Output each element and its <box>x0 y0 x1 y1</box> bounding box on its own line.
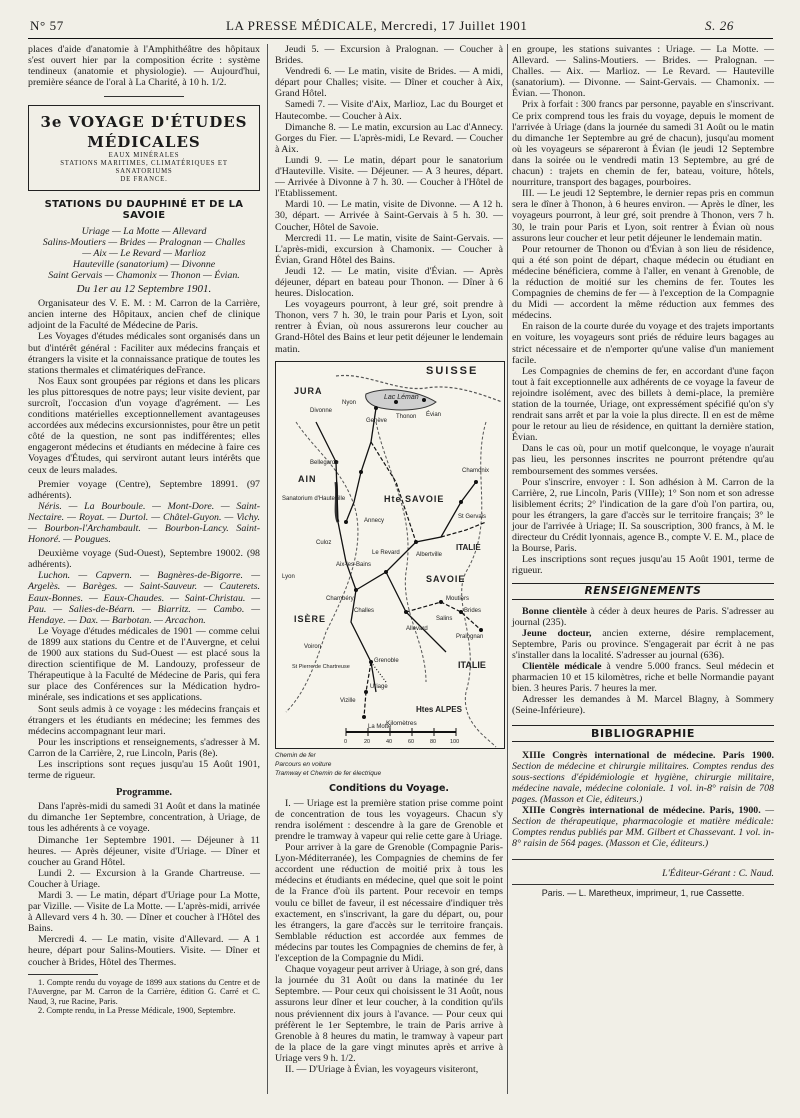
map-scale-tick: 60 <box>408 738 415 745</box>
printer-line: Paris. — L. Maretheux, imprimeur, 1, rue Cassette. <box>541 887 745 898</box>
map-label-town: Lyon <box>282 573 295 580</box>
map-scale-tick: 40 <box>386 738 393 745</box>
column-divider <box>507 44 508 1094</box>
map-label-town: Chambéry <box>326 595 354 602</box>
paragraph: Pour arriver à la gare de Grenoble (Compagnie Paris-Lyon-Méditerranée), les Compagnies de chemins de fer accordent une réduction de moitié prix à tous les médecins et étudiants en médecine, quel que soit le point de la France d'où ils partent. Pour recevoir en temps voulu ce billet de faveur, il est nécessaire d'indiquer très exactement, en s'inscrivant, la gare du départ, ou, pour les étrangers, la gare d'accès sur le territoire français. Semblable réduction est accordée aux femmes de médecins par toutes les Compagnies de chemins de fer, à l'exception de la Compagnie du Midi. <box>275 842 503 965</box>
ad-lead: Bonne clientèle <box>522 605 587 617</box>
map-label-region: ISÈRE <box>294 613 327 624</box>
legend-item-railway: Chemin de fer <box>275 751 316 759</box>
ad-lead: Jeune docteur, <box>522 627 592 639</box>
map-label-country: SUISSE <box>426 364 479 377</box>
map-label-town: Allevard <box>406 625 428 632</box>
map-label-town: Thonon <box>396 413 417 420</box>
biblio-text: Section de médecine et chirurgie militaires. Comptes rendus des sous-sections d'épidémiologie et hygiène, chirurgie militaire, médecine navale, médecine coloniale. 1 vol. in-8° raisin de 708 pages. (Masson et Cie, éditeurs.) <box>512 760 774 805</box>
map-label-town: St Pierre de Chartreuse <box>292 663 350 670</box>
footnote-rule <box>28 974 98 975</box>
paragraph: Luchon. — Capvern. — Bagnères-de-Bigorre. — Argelès. — Barèges. — Saint-Sauveur. — Cauterets. Eaux-Bonnes. — Eaux-Chaudes. — Saint-Christau. — Pau. — Salies-de-Béarn. — Biarritz. — Cambo. — Hendaye. — Dax. — Barbotan. — Arcachon. <box>28 570 260 626</box>
paragraph: Premier voyage (Centre), Septembre 18991. (97 adhérents). <box>28 478 260 501</box>
map-scale-title: Kilomètres <box>386 719 417 727</box>
bibliographie-heading: BIBLIOGRAPHIE <box>512 725 774 742</box>
map-label-town: Divonne <box>310 407 333 414</box>
paragraph: Dimanche 1er Septembre 1901. — Déjeuner à 11 heures. — Après déjeuner, visite d'Uriage. — Dîner et coucher au Grand Hôtel. <box>28 834 260 868</box>
page-number: N° 57 <box>30 18 64 33</box>
paragraph: Pour retourner de Thonon ou d'Évian à son lieu de résidence, qui a été son point de départ, chaque médecin ou étudiant en médecine bénéficiera, comme à l'aller, en venant à Grenoble, de la réduction de moitié sur les chemins de fer. Toutes les Compagnies de chemins de fer — à l'exception de la Compagnie du Midi — accordent la même réduction aux femmes des médecins. <box>512 243 774 322</box>
paragraph: Lundi 2. — Excursion à la Grande Chartreuse. — Coucher à Uriage. <box>28 867 260 890</box>
biblio-text: — Section de thérapeutique, pharmacologie et matière médicale: Comptes rendus publiés par MM. Gilbert et Chassevant. 1 vol. in-8° raisin de 564 pages. (Masson et Cie, éditeurs.) <box>512 805 775 850</box>
conditions-heading: Conditions du Voyage. <box>328 782 450 794</box>
map-label-town: St Gervais <box>458 513 487 520</box>
paragraph: Dans le cas où, pour un motif quelconque, le voyage n'aurait pas lieu, les personnes inscrites ne pourront prétendre qu'au remboursement des sommes versées. <box>512 443 774 477</box>
column-right <box>512 44 774 899</box>
map-legend <box>275 751 503 781</box>
legend-item-tramway: Tramway et Chemin de fer électrique <box>275 769 382 777</box>
biblio-lead: XIIIe Congrès international de médecine. Paris 1900. <box>522 749 774 761</box>
paragraph: Jeudi 12. — Le matin, visite d'Évian. — Après déjeuner, départ en bateau pour Thonon. — Dîner à 6 heures. Dislocation. <box>275 265 503 300</box>
ad-lead: Clientèle médicale <box>522 661 602 673</box>
map-label-town: La Motte <box>368 723 392 730</box>
map-scale-tick: 100 <box>450 738 460 745</box>
ad-text: à vendre 5.000 francs. Seul médecin et pharmacien 10 et 15 kilomètres, riche et belle Normandie payant bien. 3 heures Paris. 7 heures la mer. <box>512 661 774 695</box>
paragraph: Mardi 10. — Le matin, visite de Divonne. — A 12 h. 30, départ. — Arrivée à Saint-Gervais à 5 h. 30. — Coucher, Hôtel de Savoie. <box>275 199 503 233</box>
header-rule <box>28 38 773 39</box>
map-label-town: Culoz <box>316 539 332 546</box>
renseignements-heading: RENSEIGNEMENTS <box>512 583 774 600</box>
route-map <box>275 361 505 749</box>
voyage-subtitle: DE FRANCE. <box>120 176 168 184</box>
paragraph: II. — D'Uriage à Évian, les voyageurs visiteront, <box>285 1063 479 1075</box>
map-label-town: Le Revard <box>372 549 400 556</box>
paragraph: Vendredi 6. — Le matin, visite de Brides. — A midi, départ pour Challes; visite. — Dîner et coucher à Aix, Grand Hôtel. <box>275 66 503 100</box>
paragraph: Les Voyages d'études médicales sont organisés dans un but d'intérêt général : Faciliter aux médecins français et étrangers la visite et la connaissance pratique de toutes les stations thermales et climatériques deFrance. <box>28 331 260 376</box>
map-label-lake: Lac Léman <box>384 393 419 401</box>
map-label-town: Albertville <box>416 551 443 558</box>
voyage-subtitle: STATIONS MARITIMES, CLIMATÉRIQUES ET SANATORIUMS <box>60 160 228 176</box>
paragraph: Mardi 3. — Le matin, départ d'Uriage pour La Motte, par Vizille. — Visite de La Motte. — L'après-midi, arrivée à Allevard vers 4 h. 30. — Dîner et coucher à l'Hôtel des Bains. <box>28 890 260 935</box>
separator <box>512 859 774 860</box>
map-label-region: JURA <box>294 385 323 396</box>
map-label-region: Hte SAVOIE <box>384 493 445 504</box>
column-middle <box>275 44 503 1075</box>
paragraph: Samedi 7. — Visite d'Aix, Marlioz, Lac du Bourget et Hautecombe. — Coucher à Aix. <box>275 99 503 122</box>
map-label-town: Annecy <box>364 517 385 524</box>
paragraph: III. — Le jeudi 12 Septembre, le dernier repas pris en commun sera le dîner à Thonon, à 6 heures environ. — Après le dîner, les voyageurs pourront, à leur gré, soit prendre à Thonon, vers 7 h. 30, le train pour Paris et Lyon, soit rentrer à Évian où nous assurons leur coucher et leur petit déjeuner le lendemain matin. <box>512 188 774 244</box>
paragraph: Pour les inscriptions et renseignements, s'adresser à M. Carron de la Carrière, 2, rue Lincoln, Paris (8e). <box>28 736 260 759</box>
paragraph: Les inscriptions sont reçues jusqu'au 15 Août 1901, terme de rigueur. <box>512 554 774 577</box>
paragraph: Deuxième voyage (Sud-Ouest), Septembre 19002. (98 adhérents). <box>28 548 260 571</box>
map-label-town: Brides <box>464 607 482 614</box>
column-left <box>28 44 260 1016</box>
map-label-region: Htes ALPES <box>416 704 462 714</box>
map-label-town: Pralognan <box>456 633 484 640</box>
map-label-town: Nyon <box>342 399 357 406</box>
voyage-dates: Du 1er au 12 Septembre 1901. <box>76 283 212 296</box>
paragraph: Les Compagnies de chemins de fer, en accordant d'une façon tout à fait exceptionnelle aux adhérents de ce voyage la faveur de rejoindre isolément, avec des billets à demi-place, la première station de la tournée, Uriage, ont expressément spécifié qu'on s'y rendrait sans arrêt et par la voie la plus directe. Il en est de même pour le retour au lieu de résidence, en quittant la dernière station, Évian. <box>512 365 774 444</box>
paragraph: Nos Eaux sont groupées par régions et dans les plicars les plus pittoresques de notre pays; leur visite devient, par surcroît, l'occasion d'un voyage d'agrément. — Les conditions matérielles exceptionnellement avantageuses accordées aux médecins excursionnistes, pour être un petit côté de la question, ne sont pas indifférentes; elles engageront médecins et étudiants en médecine à faire ces Voyages d'Études, qui serviront autant leurs intérêts que ceux de leurs malades. <box>28 375 260 476</box>
map-scale-tick: 0 <box>344 738 348 745</box>
map-label-town: Évian <box>426 411 442 418</box>
paragraph: Mercredi 4. — Le matin, visite d'Allevard. — A 1 heure, départ pour Salins-Moutiers. Visite. — Dîner et coucher à Brides, Hôtel des Thermes. <box>28 934 260 968</box>
map-scale-tick: 20 <box>364 738 371 745</box>
paragraph: Les voyageurs pourront, à leur gré, soit prendre à Thonon, vers 7 h. 30, le train pour Paris et Lyon, soit rentrer à Évian, où nous assurerons leur coucher au Grand-Hôtel des Bains et leur petit déjeuner le lendemain matin. <box>275 299 503 355</box>
stations-heading: STATIONS DU DAUPHINÉ ET DE LA SAVOIE <box>44 199 244 222</box>
separator <box>104 96 184 97</box>
map-label-town: Aix-les-Bains <box>336 561 372 568</box>
map-label-town: Genève <box>366 417 388 424</box>
paragraph: Néris. — La Bourboule. — Mont-Dore. — Saint-Nectaire. — Royat. — Durtol. — Châtel-Guyon. — Vichy. — Bourbon-l'Archambault. — Bourbon-Lancy. Saint-Honoré. — Pougues. <box>28 500 260 546</box>
map-scale-tick: 80 <box>430 738 437 745</box>
journal-title: LA PRESSE MÉDICALE, Mercredi, 17 Juillet 1901 <box>226 18 528 33</box>
paragraph: Lundi 9. — Le matin, départ pour le sanatorium d'Hauteville. Visite. — Déjeuner. — A 3 heures, départ. — Arrivée à Divonne à 7 h. 30. — Coucher à l'Hôtel de l'Etablissement. <box>275 154 503 200</box>
legend-item-carriage: Parcours en voiture <box>275 760 332 768</box>
paragraph: Les inscriptions sont reçues jusqu'au 15 Août 1901, terme de rigueur. <box>28 758 260 782</box>
paragraph: I. — Uriage est la première station prise comme point de concentration de tous les voyageurs. Chacun s'y rendra isolément : descendre à la gare de Grenoble et prendre le tramway à vapeur qui relie cette gare à Uriage. <box>275 797 503 842</box>
paragraph: Pour s'inscrire, envoyer : I. Son adhésion à M. Carron de la Carrière, 2, rue Lincoln, Paris (VIIIe); 1° Son nom et son adresse lisiblement écrits; 2° l'indication de la gare d'où l'on partira, ou, pour les étrangers, la gare d'accès sur le territoire français; 3° le jour de l'arrivée à Uriage; II. Sa souscription, 300 francs, à M. le directeur du Crédit lyonnais, agence B., compte V. E. M., place de la Bourse, Paris. <box>512 476 774 555</box>
paragraph: Chaque voyageur peut arriver à Uriage, à son gré, dans la journée du 31 Août ou dans la matinée du 1er Septembre. — Pour ceux qui choisissent le 31 Août, nous assurons leur dîner et leur coucher, à la condition qu'ils nous préviennent dix jours à l'avance. — Pour ceux qui préfèrent le 1er Septembre, le train de Paris arrive à Grenoble à 8 heures du matin, le tramway à vapeur part de la place de la gare vingt minutes après et arrive à Uriage vers 9 h. 1/2. <box>275 964 503 1064</box>
biblio-lead: XIIIe Congrès international de médecine. Paris, 1900. <box>522 805 761 817</box>
map-label-town: Moutiers <box>446 595 470 602</box>
voyage-title-box <box>28 105 260 191</box>
footnote: 1. Compte rendu du voyage de 1899 aux stations du Centre et de l'Auvergne, par M. Carron de la Carrière, édition G. Carré et C. Naud, 3, rue Racine, Paris. <box>28 977 260 1006</box>
paragraph: Dimanche 8. — Le matin, excursion au Lac d'Annecy. Gorges du Fier. — L'après-midi, Le Revard. — Coucher à Aix. <box>275 121 503 155</box>
voyage-subtitle: EAUX MINÉRALES <box>108 152 180 160</box>
stations-list: Uriage — La Motte — Allevard Salins-Moutiers — Brides — Pralognan — Challes — Aix — Le Revard — Marlioz Hauteville (sanatorium) — Divonne Saint Gervais — Chamonix — Thonon — Évian. <box>42 225 246 281</box>
ad-text: à céder à deux heures de Paris. S'adresser au journal (235). <box>512 605 774 628</box>
map-label-town: Grenoble <box>374 657 399 664</box>
program-heading: Programme. <box>115 787 173 799</box>
separator <box>512 884 774 885</box>
page-code: S. 26 <box>705 18 734 33</box>
paragraph: Sont seuls admis à ce voyage : les médecins français et étrangers et les étudiants en médecine; les femmes des médecins accompagnant leur mari. <box>28 703 260 737</box>
voyage-title: 3e VOYAGE D'ÉTUDES MÉDICALES <box>40 113 248 152</box>
map-label-town: Vizille <box>340 697 356 704</box>
map-label-town: Bellegarde <box>310 459 339 466</box>
map-label-region: SAVOIE <box>426 573 466 584</box>
map-label-country: ITALIE <box>458 659 486 670</box>
map-label-region: AIN <box>298 473 317 484</box>
map-label-town: Uriage <box>370 683 388 690</box>
map-label-town: Salins <box>436 615 453 622</box>
paragraph: Dans l'après-midi du samedi 31 Août et dans la matinée du dimanche 1er Septembre, concentration, à Uriage, de tous les adhérents à ce voyage. <box>28 801 260 835</box>
map-label-town: Sanatorium d'Hauteville <box>282 495 346 502</box>
editor-line: L'Éditeur-Gérant : C. Naud. <box>662 868 774 880</box>
map-label-town: Challes <box>354 607 375 614</box>
map-label-town: Voiron <box>304 643 322 650</box>
paragraph: En raison de la courte durée du voyage et des trajets importants en voiture, les voyageurs sont priés de réduire leurs bagages au strict nécessaire et de n'emporter qu'une valise d'un maniement facile. <box>512 321 774 366</box>
map-label-town: Chamonix <box>462 467 490 474</box>
footnote: 2. Compte rendu, in La Presse Médicale, 1900, Septembre. <box>38 1006 236 1016</box>
column-divider <box>267 44 268 1094</box>
running-header <box>0 18 800 38</box>
ad-text: Adresser les demandes à M. Marcel Blagny, à Sommery (Seine-Inférieure). <box>512 694 774 717</box>
ad-text: ancien externe, désire remplacement, Septembre, Paris ou province. S'engagerait par écrit à ne pas s'installer dans la localité. S'adresser au journal (636). <box>512 627 774 661</box>
map-label-country: ITALIE <box>456 542 481 552</box>
paragraph: en groupe, les stations suivantes : Uriage. — La Motte. — Allevard. — Salins-Moutiers. — Brides. — Pralognan. — Challes. — Aix. — Marlioz. — Le Revard. — Hauteville (sanatorium). — Divonne. — Saint-Gervais. — Chamonix. — Évian. — Thonon. <box>512 44 774 100</box>
paragraph: Mercredi 11. — Le matin, visite de Saint-Gervais. — L'après-midi, excursion à Chamonix. — Coucher à Évian, Grand Hôtel des Bains. <box>275 232 503 266</box>
paragraph: Organisateur des V. E. M. : M. Carron de la Carrière, ancien interne des Hôpitaux, ancien chef de clinique adjoint de la Faculté de Médecine de Paris. <box>28 298 260 332</box>
paragraph: Jeudi 5. — Excursion à Pralognan. — Coucher à Brides. <box>275 44 503 67</box>
paragraph: Le Voyage d'études médicales de 1901 — comme celui de 1899 aux stations du Centre et de l'Auvergne, et celui de 1900 aux stations du Sud-Ouest — est placé sous la direction scientifique de M. Landouzy, professeur de Thérapeutique à la Faculté de Médecine de Paris, qui fera sur place des Conférences sur la Médication hydro-minérale, ses indications et ses applications. <box>28 625 260 704</box>
intro-paragraph: places d'aide d'anatomie à l'Amphithéâtre des hôpitaux s'est ouvert hier par la composition écrite : système tendineux (anatomie et physiologie). — Aujourd'hui, première séance de l'oral à La Charité, à 10 h. 1/2. <box>28 44 260 89</box>
paragraph: Prix à forfait : 300 francs par personne, payable en s'inscrivant. Ce prix comprend tous les frais du voyage, depuis le moment de l'arrivée à Uriage (dans la journée du samedi 31 Août ou le matin du dimanche 1er Septembre au gré de chacun), jusqu'au moment où les voyageurs se sépareront à Évian (le jeudi 12 Septembre dans la soirée ou le vendredi matin 13 Septembre, au gré de chacun) : trajets en chemin de fer, bateau, voiture, hôtels, nourriture, transport des bagages, pourboires. <box>512 99 774 189</box>
